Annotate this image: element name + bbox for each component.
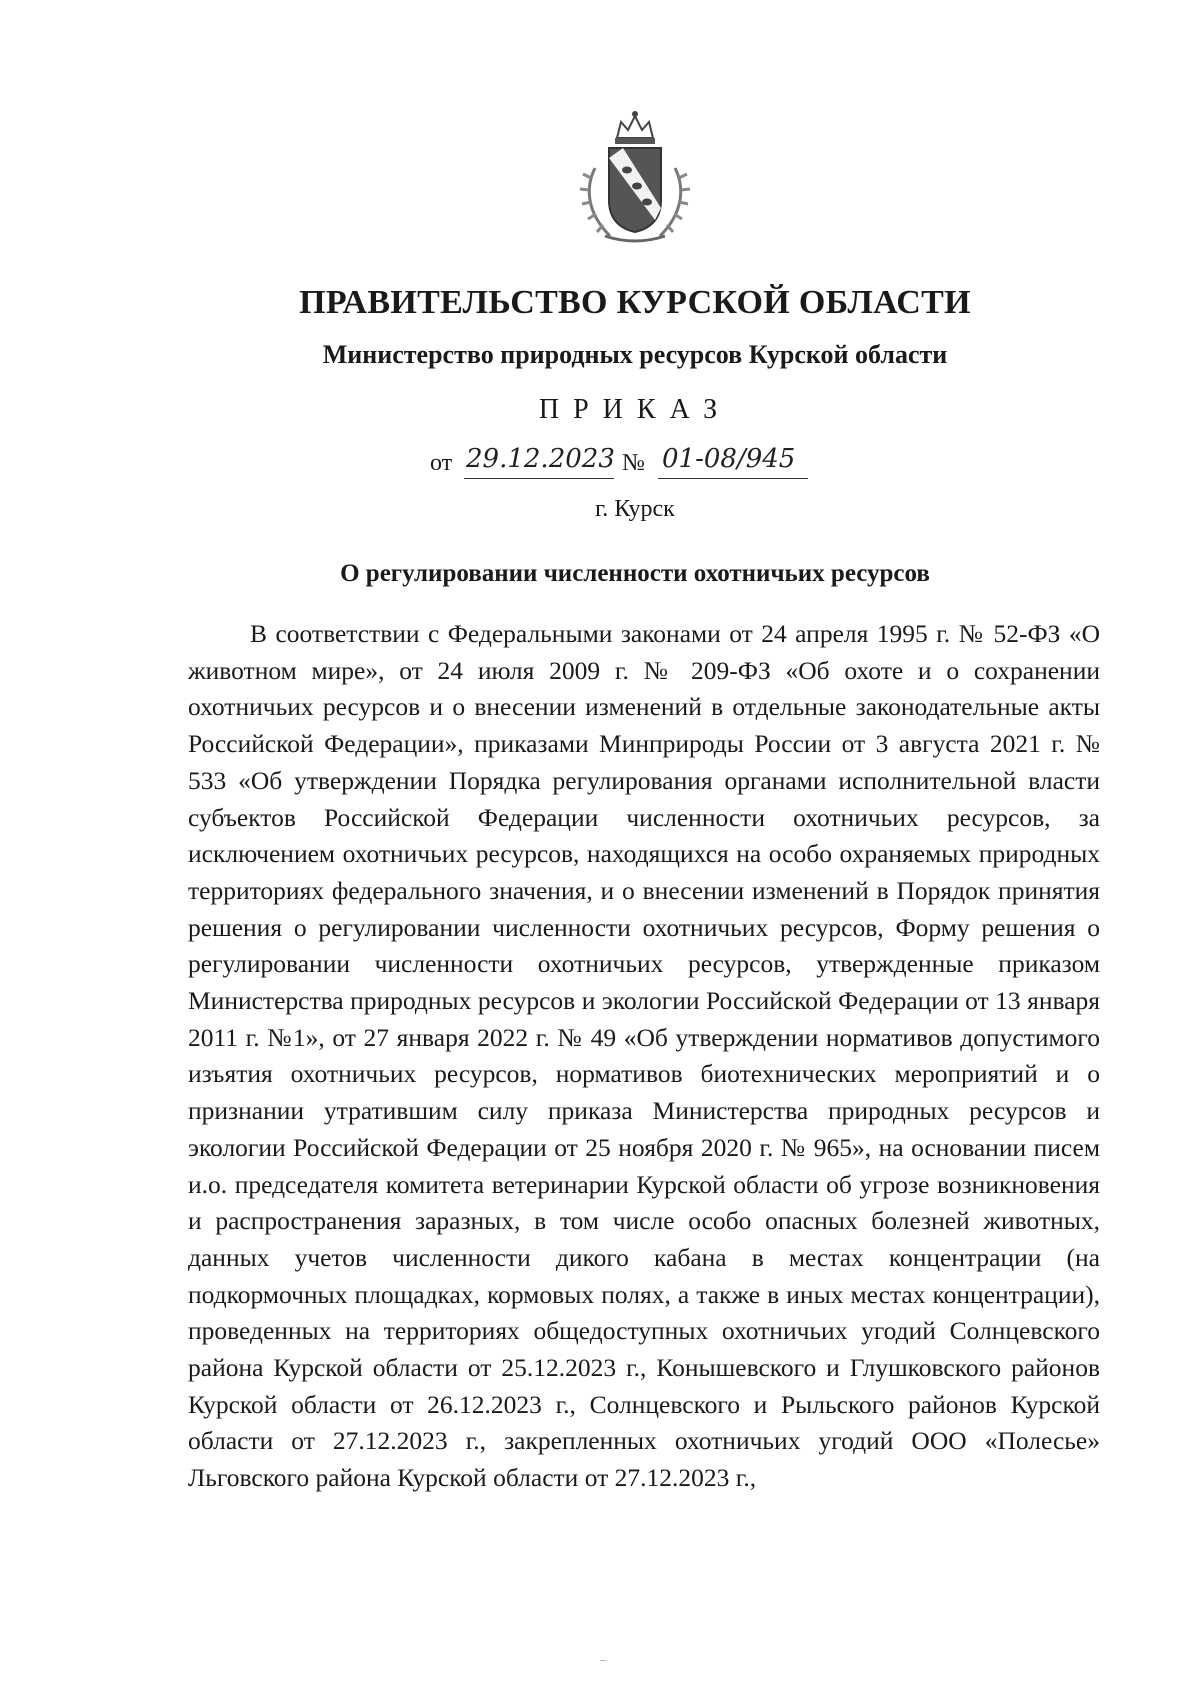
ministry-name: Министерство природных ресурсов Курской области — [322, 340, 948, 369]
date-prefix: от — [430, 450, 453, 476]
government-title: ПРАВИТЕЛЬСТВО КУРСКОЙ ОБЛАСТИ — [299, 284, 971, 321]
order-body-text: В соответствии с Федеральными законами от 24 апреля 1995 г. № 52-ФЗ «О животном мире», от 24 июля 2009 г. № 209-ФЗ «Об охоте и о сохранении охотничьих ресурсов и о внесении изменений в отдельные законодательные акты Российской Федерации», приказами Минприроды России от 3 августа 2021 г. № 533 «Об утверждении Порядка регулирования органами исполнительной власти субъектов Российской Федерации численности охотничьих ресурсов, за исключением охотничьих ресурсов, находящихся на особо охраняемых природных территориях федерального значения, и о внесении изменений в Порядок принятия решения о регулировании численности охотничьих ресурсов, Форму решения о регулировании численности охотничьих ресурсов, утвержденные приказом Министерства природных ресурсов и экологии Российской Федерации от 13 января 2011 г. №1», от 27 января 2022 г. № 49 «Об утверждении нормативов допустимого изъятия охотничьих ресурсов, нормативов биотехнических мероприятий и о признании утратившим силу приказа Министерства природных ресурсов и экологии Российской Федерации от 25 ноября 2020 г. № 965», на основании писем и.о. председателя комитета ветеринарии Курской области об угрозе возникновения и распространения заразных, в том числе особо опасных болезней животных, данных учетов численности дикого кабана в местах концентрации (на подкормочных площадках, кормовых полях, а также в иных местах концентрации), проведенных на территориях общедоступных охотничьих угодий Солнцевского района Курской области от 25.12.2023 г., Конышевского и Глушковского районов Курской области от 26.12.2023 г., Солнцевского и Рыльского районов Курской области от 27.12.2023 г., закрепленных охотничьих угодий ООО «Полесье» Льговского района Курской области от 27.12.2023 г., — [188, 619, 1100, 1493]
number-prefix: № — [622, 450, 645, 476]
order-date: 29.12.2023 — [466, 444, 615, 474]
document-type: ПРИКАЗ — [538, 394, 732, 425]
order-subject: О регулировании численности охотничьих ресурсов — [340, 560, 930, 587]
order-date-number — [430, 444, 890, 484]
page-mark — [600, 1660, 606, 1661]
order-number: 01-08/945 — [662, 444, 796, 474]
date-underline — [464, 478, 614, 479]
kursk-coat-of-arms-icon — [565, 108, 705, 248]
place-of-issue: г. Курск — [595, 496, 675, 522]
number-underline — [658, 478, 808, 479]
